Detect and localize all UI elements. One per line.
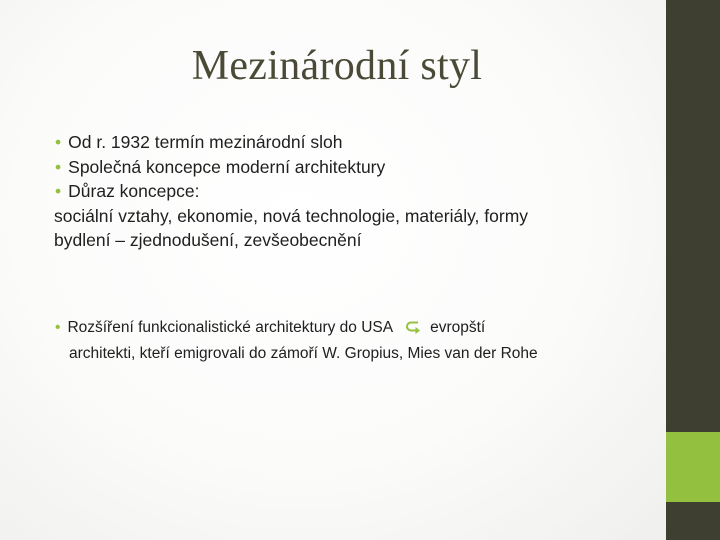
bullet-dot: • (55, 132, 62, 152)
bullet-item-4-continuation: architekti, kteří emigrovali do zámoří W. Gropius, Mies van der Rohe (69, 345, 538, 362)
bullet-item-4 (54, 316, 654, 342)
curved-arrow-right-icon (405, 318, 422, 342)
bullet-dot: • (55, 156, 62, 177)
content-block (54, 130, 654, 253)
continuation-line-2: bydlení – zjednodušení, zevšeobecnění (54, 230, 362, 250)
slide-title: Mezinárodní styl (191, 43, 483, 89)
bullet-dot: • (55, 319, 61, 336)
bullet-item-2 (54, 155, 654, 180)
sidebar-accent-block (666, 432, 720, 502)
bullet-item-1 (54, 130, 654, 155)
bullet-text: Společná koncepce moderní architektury (68, 156, 386, 177)
bullet-text-after-arrow: evropští (430, 319, 486, 336)
bullet-dot: • (55, 181, 62, 201)
continuation-line-1: sociální vztahy, ekonomie, nová technologie, materiály, formy (54, 205, 529, 226)
bullet-text: Od r. 1932 termín mezinárodní sloh (68, 132, 343, 152)
bullet-text: Rozšíření funkcionalistické architektury do USA (67, 319, 394, 336)
bullet-text: Důraz koncepce: (68, 181, 200, 201)
bullet-item-3 (54, 179, 654, 204)
secondary-content-block (54, 316, 654, 366)
